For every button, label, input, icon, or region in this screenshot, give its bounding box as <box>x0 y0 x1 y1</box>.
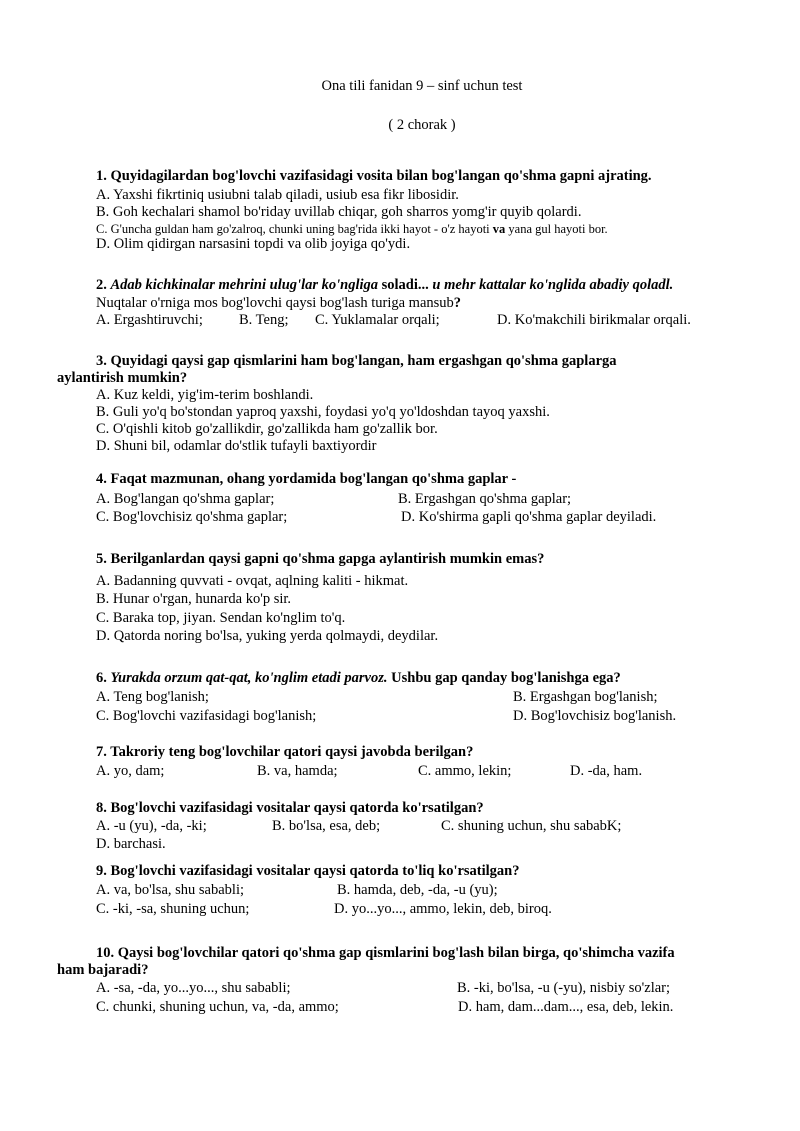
q10-option-d: D. ham, dam...dam..., esa, deb, lekin. <box>458 999 674 1015</box>
q6-option-b: B. Ergashgan bog'lanish; <box>513 689 658 705</box>
q6-option-c: C. Bog'lovchi vazifasidagi bog'lanish; <box>96 708 317 724</box>
q10-option-b: B. -ki, bo'lsa, -u (-yu), nisbiy so'zlar; <box>457 980 671 996</box>
question-6: 6. Yurakda orzum qat-qat, ko'nglim etadi parvoz. Ushbu gap qanday bog'lanishga ega? <box>96 670 621 686</box>
q4-option-a: A. Bog'langan qo'shma gaplar; <box>96 491 275 507</box>
question-2-line2: Nuqtalar o'rniga mos bog'lovchi qaysi bog'lash turiga mansub? <box>96 295 462 311</box>
q8-option-a: A. -u (yu), -da, -ki; <box>96 818 207 834</box>
q2-option-d: D. Ko'makchili birikmalar orqali. <box>497 312 691 328</box>
q1-option-b: B. Goh kechalari shamol bo'riday uvillab chiqar, goh sharros yomg'ir quyib qolardi. <box>96 204 582 220</box>
question-1: 1. Quyidagilardan bog'lovchi vazifasidagi vosita bilan bog'langan qo'shma gapni ajrating. <box>96 168 652 184</box>
q3-option-c: C. O'qishli kitob go'zallikdir, go'zallikda ham go'zallik bor. <box>96 421 438 437</box>
q7-option-c: C. ammo, lekin; <box>418 763 512 779</box>
q2-option-b: B. Teng; <box>239 312 289 328</box>
q10-option-a: A. -sa, -da, yo...yo..., shu sababli; <box>96 980 291 996</box>
question-2: 2. Adab kichkinalar mehrini ulug'lar ko'ngliga soladi... u mehr kattalar ko'nglida abadiy qoladl. <box>96 277 674 293</box>
q4-option-b: B. Ergashgan qo'shma gaplar; <box>398 491 572 507</box>
q4-option-c: C. Bog'lovchisiz qo'shma gaplar; <box>96 509 288 525</box>
q7-option-b: B. va, hamda; <box>257 763 338 779</box>
question-7: 7. Takroriy teng bog'lovchilar qatori qaysi javobda berilgan? <box>96 744 474 760</box>
q2-option-c: C. Yuklamalar orqali; <box>315 312 440 328</box>
q4-option-d: D. Ko'shirma gapli qo'shma gaplar deyiladi. <box>401 509 657 525</box>
q1-option-d: D. Olim qidirgan narsasini topdi va olib joyiga qo'ydi. <box>96 236 411 252</box>
question-10: 10. Qaysi bog'lovchilar qatori qo'shma gap qismlarini bog'lash bilan birga, qo'shimcha vazifa <box>96 945 675 961</box>
q3-option-a: A. Kuz keldi, yig'im-terim boshlandi. <box>96 387 314 403</box>
q9-option-c: C. -ki, -sa, shuning uchun; <box>96 901 250 917</box>
q9-option-d: D. yo...yo..., ammo, lekin, deb, biroq. <box>334 901 552 917</box>
question-5: 5. Berilganlardan qaysi gapni qo'shma gapga aylantirish mumkin emas? <box>96 551 545 567</box>
q9-option-b: B. hamda, deb, -da, -u (yu); <box>337 882 498 898</box>
q5-option-a: A. Badanning quvvati - ovqat, aqlning kaliti - hikmat. <box>96 573 409 589</box>
q8-option-c: C. shuning uchun, shu sababK; <box>441 818 622 834</box>
q6-option-d: D. Bog'lovchisiz bog'lanish. <box>513 708 677 724</box>
q5-option-c: C. Baraka top, jiyan. Sendan ko'nglim to'q. <box>96 610 346 626</box>
q7-option-d: D. -da, ham. <box>570 763 643 779</box>
q9-option-a: A. va, bo'lsa, shu sababli; <box>96 882 244 898</box>
q5-option-d: D. Qatorda noring bo'lsa, yuking yerda qolmaydi, deydilar. <box>96 628 439 644</box>
q6-option-a: A. Teng bog'lanish; <box>96 689 209 705</box>
q5-option-b: B. Hunar o'rgan, hunarda ko'p sir. <box>96 591 292 607</box>
question-3-line2: aylantirish mumkin? <box>57 370 188 386</box>
q10-option-c: C. chunki, shuning uchun, va, -da, ammo; <box>96 999 339 1015</box>
page-title: Ona tili fanidan 9 – sinf uchun test <box>321 78 523 94</box>
question-9: 9. Bog'lovchi vazifasidagi vositalar qaysi qatorda to'liq ko'rsatilgan? <box>96 863 520 879</box>
q8-option-d: D. barchasi. <box>96 836 166 852</box>
page-subtitle: ( 2 chorak ) <box>388 117 456 133</box>
q7-option-a: A. yo, dam; <box>96 763 165 779</box>
q2-option-a: A. Ergashtiruvchi; <box>96 312 203 328</box>
q3-option-d: D. Shuni bil, odamlar do'stlik tufayli baxtiyordir <box>96 438 377 454</box>
q3-option-b: B. Guli yo'q bo'stondan yaproq yaxshi, foydasi yo'q yo'ldoshdan tayoq yaxshi. <box>96 404 550 420</box>
q1-option-c: C. G'uncha guldan ham go'zalroq, chunki uning bag'rida ikki hayot - o'z hayoti va yana gul hayoti bor. <box>96 222 608 236</box>
q8-option-b: B. bo'lsa, esa, deb; <box>272 818 381 834</box>
q1-option-a: A. Yaxshi fikrtiniq usiubni talab qiladi, usiub esa fikr libosidir. <box>96 187 459 203</box>
question-8: 8. Bog'lovchi vazifasidagi vositalar qaysi qatorda ko'rsatilgan? <box>96 800 484 816</box>
question-10-line2: ham bajaradi? <box>57 962 149 978</box>
question-4: 4. Faqat mazmunan, ohang yordamida bog'langan qo'shma gaplar - <box>96 471 517 487</box>
question-3: 3. Quyidagi qaysi gap qismlarini ham bog'langan, ham ergashgan qo'shma gaplarga <box>96 353 617 369</box>
